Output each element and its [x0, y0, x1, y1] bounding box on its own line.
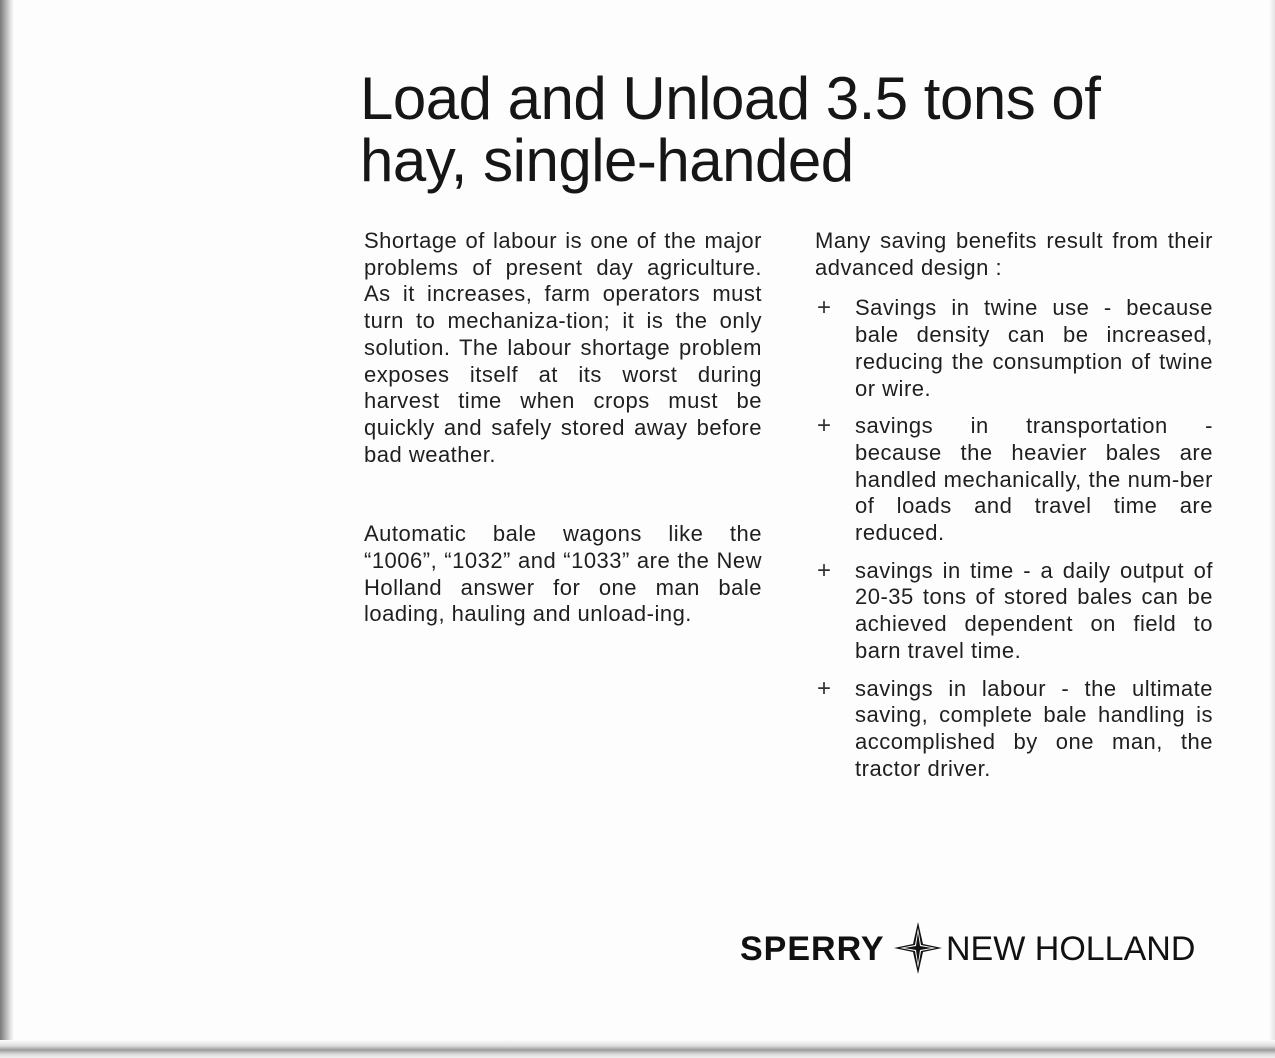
page-right-shadow: [1269, 0, 1275, 1040]
benefits-list: [815, 295, 1213, 782]
list-item: [815, 558, 1213, 665]
benefits-intro: Many saving benefits result from their advanced design :: [815, 228, 1213, 280]
plus-icon: +: [817, 556, 832, 584]
benefit-text: Savings in twine use - because bale density can be increased, reducing the consumption of twine or wire.: [855, 295, 1213, 401]
list-item: [815, 413, 1213, 547]
right-column: [815, 228, 1213, 793]
left-column: [364, 228, 762, 628]
four-point-star-icon: [894, 922, 942, 974]
logo-word-new-holland: NEW HOLLAND: [946, 930, 1196, 968]
benefit-text: savings in time - a daily output of 20-35 tons of stored bales can be achieved dependent on field to barn travel time.: [855, 557, 1213, 663]
paragraph-labour-shortage: Shortage of labour is one of the major problems of present day agriculture. As it increases, farm operators must turn to mechaniza-tion; it is the only solution. The labour shortage problem exposes itself at its worst during harvest time when crops must be quickly and safely stored away before bad weather.: [364, 228, 762, 467]
page-left-shadow: [0, 0, 14, 1058]
paragraph-bale-wagons: Automatic bale wagons like the “1006”, “1032” and “1033” are the New Holland answer for one man bale loading, hauling and unload-ing.: [364, 521, 762, 627]
logo-graphic: [740, 918, 1220, 978]
sperry-new-holland-logo: [740, 918, 1220, 978]
page-bottom-shadow: [0, 1040, 1275, 1058]
plus-icon: +: [817, 412, 832, 440]
plus-icon: +: [817, 674, 832, 702]
plus-icon: +: [817, 294, 832, 322]
benefit-text: savings in transportation - because the heavier bales are handled mechanically, the num-ber of loads and travel time are reduced.: [855, 413, 1213, 546]
logo-word-sperry: SPERRY: [740, 930, 885, 968]
page-title: [360, 65, 1240, 194]
benefit-text: savings in labour - the ultimate saving, complete bale handling is accomplished by one man, the tractor driver.: [855, 675, 1213, 781]
list-item: [815, 295, 1213, 402]
list-item: [815, 676, 1213, 783]
title-line-1: Load and Unload 3.5 tons of: [360, 65, 1101, 132]
title-line-2: hay, single-handed: [360, 127, 854, 194]
